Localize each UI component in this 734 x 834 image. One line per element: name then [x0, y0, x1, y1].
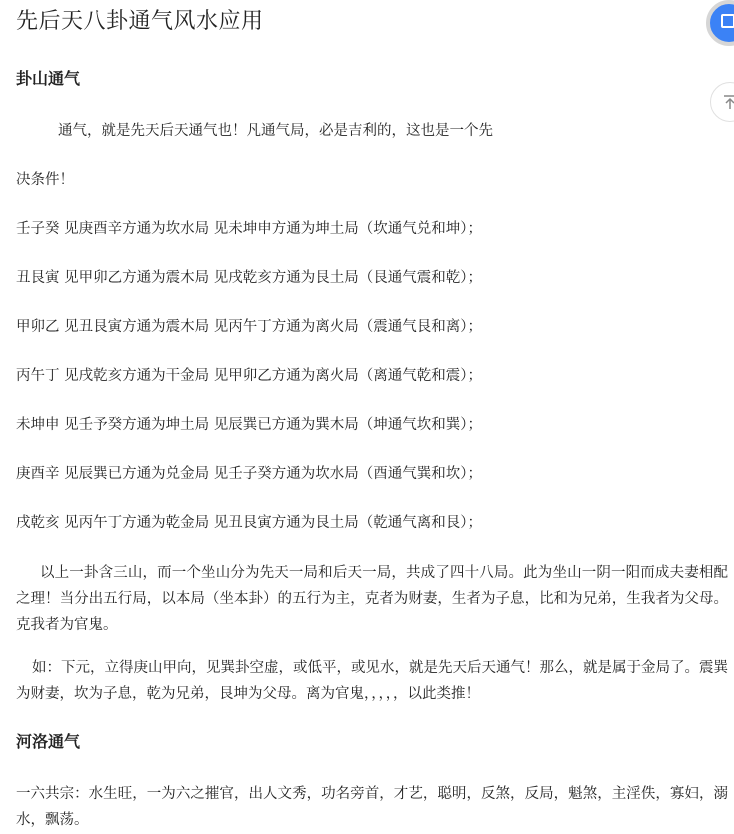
rule-line: 丙午丁 见戌乾亥方通为干金局 见甲卯乙方通为离火局（离通气乾和震）； — [16, 368, 482, 384]
rule-line: 壬子癸 见庚酉辛方通为坎水局 见未坤申方通为坤土局（坎通气兑和坤）； — [16, 221, 482, 237]
intro-line-2: 决条件！ — [16, 172, 74, 188]
rule-line: 未坤申 见壬予癸方通为坤土局 见辰巽已方通为巽木局（坤通气坎和巽）； — [16, 417, 482, 433]
intro-line-1: 通气，就是先天后天通气也！凡通气局，必是吉利的，这也是一个先 — [58, 123, 493, 139]
comment-icon — [721, 14, 734, 28]
section-heading-heluo: 河洛通气 — [16, 732, 81, 751]
paragraph-explanation: 以上一卦含三山，而一个坐山分为先天一局和后天一局，共成了四十八局。此为坐山一阴一阳而成夫妻相配之理！当分出五行局，以本局（坐本卦）的五行为主，克者为财妻，生者为子息，比和为兄弟，生我者为父母。克我者为官鬼。 — [16, 565, 728, 633]
rule-line: 甲卯乙 见丑艮寅方通为震木局 见丙午丁方通为离火局（震通气艮和离）； — [16, 319, 482, 335]
rule-line: 丑艮寅 见甲卯乙方通为震木局 见戌乾亥方通为艮土局（艮通气震和乾）； — [16, 270, 482, 286]
section-heading-guashan: 卦山通气 — [16, 69, 81, 88]
paragraph-heluo: 一六共宗：水生旺，一为六之摧官，出人文秀，功名旁首，才艺，聪明，反煞，反局，魁煞，主淫佚，寡妇，溺水，飘荡。 — [16, 786, 728, 828]
rule-line: 戌乾亥 见丙午丁方通为乾金局 见丑艮寅方通为艮土局（乾通气离和艮）； — [16, 515, 482, 531]
page-title: 先后天八卦通气风水应用 — [16, 9, 264, 34]
back-to-top-icon — [722, 94, 734, 110]
rule-line: 庚酉辛 见辰巽已方通为兑金局 见壬子癸方通为坎水局（酉通气巽和坎）； — [16, 466, 482, 482]
paragraph-example: 如：下元，立得庚山甲向，见巽卦空虚，或低平，或见水，就是先天后天通气！那么，就是属于金局了。震巽为财妻，坎为子息，乾为兄弟，艮坤为父母。离为官鬼，，，，，以此类推！ — [16, 660, 728, 702]
